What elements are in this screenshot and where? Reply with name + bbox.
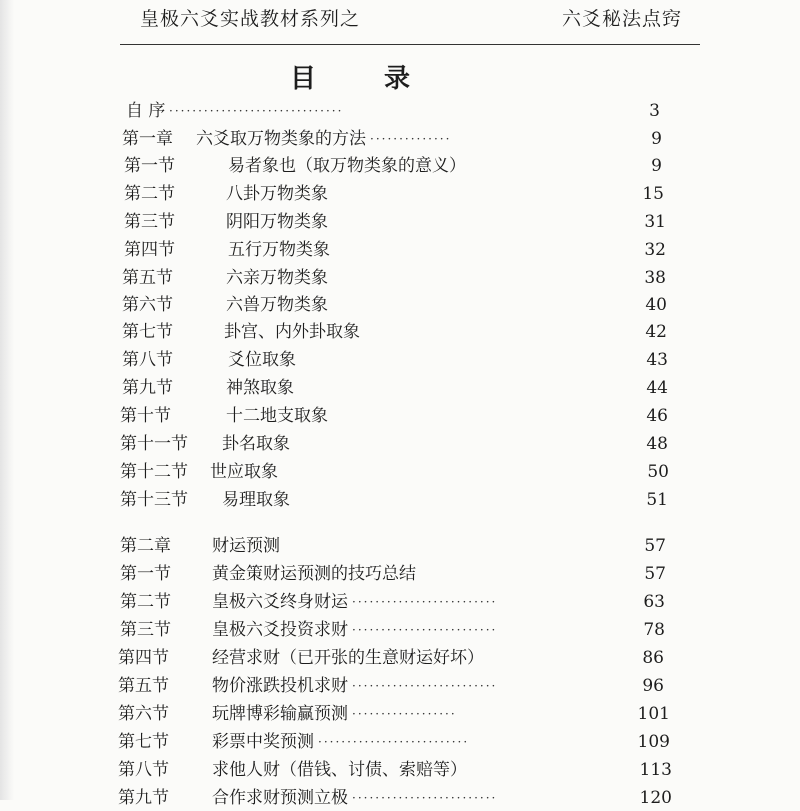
toc-entry-label: 第二节 bbox=[124, 184, 175, 204]
toc-entry[interactable] bbox=[0, 459, 800, 485]
toc-entry-page-number: 43 bbox=[646, 350, 668, 370]
toc-entry-name: 六亲万物类象 bbox=[226, 268, 328, 288]
toc-entry-page-number: 78 bbox=[643, 620, 665, 640]
toc-entry-label: 第四节 bbox=[124, 240, 175, 260]
toc-entry-page-number: 38 bbox=[644, 268, 666, 288]
toc-entry-label: 自 序 bbox=[126, 101, 166, 121]
toc-entry-name: 卦名取象 bbox=[222, 434, 290, 454]
toc-entry-name: 爻位取象 bbox=[228, 350, 296, 370]
toc-entry-leader-dots: ························· bbox=[352, 679, 498, 693]
toc-title-char-2: 录 bbox=[384, 64, 413, 94]
toc-entry[interactable] bbox=[0, 319, 800, 345]
toc-entry-name: 易者象也（取万物类象的意义） bbox=[228, 156, 466, 176]
toc-entry-label: 第二章 bbox=[120, 536, 171, 556]
toc-entry-name: 世应取象 bbox=[210, 462, 278, 482]
series-header: 皇极六爻实战教材系列之 bbox=[140, 8, 361, 30]
toc-entry-page-number: 32 bbox=[644, 240, 666, 260]
toc-entry[interactable] bbox=[0, 153, 800, 179]
toc-entry-label: 第十节 bbox=[120, 406, 171, 426]
toc-entry-name: 合作求财预测立极 bbox=[212, 788, 348, 808]
toc-entry-name: 黄金策财运预测的技巧总结 bbox=[212, 564, 416, 584]
toc-entry-label: 第一节 bbox=[120, 564, 171, 584]
toc-entry[interactable] bbox=[0, 487, 800, 513]
toc-entry-page-number: 42 bbox=[645, 322, 667, 342]
toc-entry-label: 第十三节 bbox=[120, 490, 188, 510]
toc-entry[interactable] bbox=[0, 237, 800, 263]
toc-entry-page-number: 86 bbox=[642, 648, 664, 668]
toc-entry-label: 第十二节 bbox=[120, 462, 188, 482]
header-rule bbox=[120, 44, 700, 45]
toc-entry-name: 皇极六爻终身财运 bbox=[212, 592, 348, 612]
toc-title bbox=[290, 58, 412, 95]
toc-entry-name: 六爻取万物类象的方法 bbox=[196, 129, 366, 149]
toc-entry-name: 八卦万物类象 bbox=[226, 184, 328, 204]
toc-entry-page-number: 101 bbox=[637, 704, 670, 724]
toc-entry-page-number: 57 bbox=[644, 564, 666, 584]
toc-entry-label: 第三节 bbox=[124, 212, 175, 232]
toc-entry[interactable] bbox=[0, 265, 800, 291]
toc-entry[interactable] bbox=[0, 181, 800, 207]
toc-entry-label: 第八节 bbox=[122, 350, 173, 370]
toc-entry[interactable] bbox=[0, 533, 800, 559]
toc-entry[interactable] bbox=[0, 561, 800, 587]
toc-entry-page-number: 9 bbox=[651, 129, 662, 149]
toc-entry-page-number: 120 bbox=[639, 788, 672, 808]
toc-entry[interactable] bbox=[0, 375, 800, 401]
toc-entry-leader-dots: ·························· bbox=[318, 735, 470, 749]
toc-entry[interactable] bbox=[0, 673, 800, 699]
toc-entry[interactable] bbox=[0, 589, 800, 615]
toc-entry-label: 第九节 bbox=[118, 788, 169, 808]
toc-entry-label: 第七节 bbox=[118, 732, 169, 752]
toc-entry-page-number: 109 bbox=[637, 732, 670, 752]
toc-entry-page-number: 113 bbox=[639, 760, 672, 780]
toc-entry-name: 神煞取象 bbox=[226, 378, 294, 398]
toc-entry-label: 第五节 bbox=[118, 676, 169, 696]
toc-entry[interactable] bbox=[0, 403, 800, 429]
toc-entry-label: 第八节 bbox=[118, 760, 169, 780]
toc-entry-leader-dots: ·············· bbox=[370, 132, 452, 146]
book-title-header: 六爻秘法点窍 bbox=[562, 8, 683, 30]
toc-entry-page-number: 50 bbox=[647, 462, 669, 482]
toc-entry-label: 第十一节 bbox=[120, 434, 188, 454]
toc-entry-label: 第九节 bbox=[122, 378, 173, 398]
toc-entry-leader-dots: ························· bbox=[352, 623, 498, 637]
toc-entry[interactable] bbox=[0, 98, 800, 124]
toc-entry-name: 十二地支取象 bbox=[226, 406, 328, 426]
toc-entry-label: 第六节 bbox=[118, 704, 169, 724]
toc-entry-label: 第四节 bbox=[118, 648, 169, 668]
toc-entry[interactable] bbox=[0, 126, 800, 152]
toc-entry-page-number: 15 bbox=[642, 184, 664, 204]
toc-entry[interactable] bbox=[0, 757, 800, 783]
toc-entry-page-number: 48 bbox=[646, 434, 668, 454]
toc-entry-label: 第三节 bbox=[120, 620, 171, 640]
toc-entry-name: 财运预测 bbox=[212, 536, 280, 556]
toc-entry[interactable] bbox=[0, 292, 800, 318]
toc-entry-label: 第五节 bbox=[122, 268, 173, 288]
toc-entry-page-number: 40 bbox=[645, 295, 667, 315]
toc-entry-page-number: 96 bbox=[642, 676, 664, 696]
toc-entry[interactable] bbox=[0, 209, 800, 235]
toc-entry-label: 第七节 bbox=[122, 322, 173, 342]
toc-entry-name: 物价涨跌投机求财 bbox=[212, 676, 348, 696]
toc-entry-name: 易理取象 bbox=[222, 490, 290, 510]
toc-entry[interactable] bbox=[0, 645, 800, 671]
toc-entry-page-number: 63 bbox=[643, 592, 665, 612]
toc-entry-name: 五行万物类象 bbox=[228, 240, 330, 260]
toc-entry-page-number: 9 bbox=[651, 156, 662, 176]
toc-entry-name: 六兽万物类象 bbox=[226, 295, 328, 315]
toc-entry[interactable] bbox=[0, 347, 800, 373]
toc-entry-name: 经营求财（已开张的生意财运好坏） bbox=[212, 648, 484, 668]
toc-entry-label: 第六节 bbox=[122, 295, 173, 315]
toc-entry-name: 求他人财（借钱、讨债、索赔等） bbox=[212, 760, 467, 780]
toc-entry-name: 彩票中奖预测 bbox=[212, 732, 314, 752]
toc-entry-label: 第二节 bbox=[120, 592, 171, 612]
toc-entry[interactable] bbox=[0, 617, 800, 643]
toc-entry-leader-dots: ······························ bbox=[169, 104, 344, 118]
toc-entry[interactable] bbox=[0, 701, 800, 727]
toc-entry-leader-dots: ························· bbox=[352, 791, 498, 805]
toc-entry-page-number: 31 bbox=[644, 212, 666, 232]
toc-entry-page-number: 46 bbox=[646, 406, 668, 426]
toc-entry-label: 第一章 bbox=[122, 129, 173, 149]
toc-entry[interactable] bbox=[0, 785, 800, 811]
toc-entry-name: 皇极六爻投资求财 bbox=[212, 620, 348, 640]
toc-entry-page-number: 3 bbox=[649, 101, 660, 121]
toc-entry-name: 玩牌博彩输赢预测 bbox=[212, 704, 348, 724]
toc-entry-name: 卦宫、内外卦取象 bbox=[224, 322, 360, 342]
toc-entry-page-number: 51 bbox=[646, 490, 668, 510]
toc-entry-leader-dots: ·················· bbox=[352, 707, 457, 721]
toc-entry-page-number: 44 bbox=[646, 378, 668, 398]
toc-entry-label: 第一节 bbox=[124, 156, 175, 176]
toc-entry[interactable] bbox=[0, 431, 800, 457]
toc-title-char-1: 目 bbox=[290, 64, 319, 94]
toc-entry-leader-dots: ························· bbox=[352, 595, 498, 609]
toc-entry[interactable] bbox=[0, 729, 800, 755]
toc-entry-name: 阴阳万物类象 bbox=[226, 212, 328, 232]
toc-entry-page-number: 57 bbox=[644, 536, 666, 556]
